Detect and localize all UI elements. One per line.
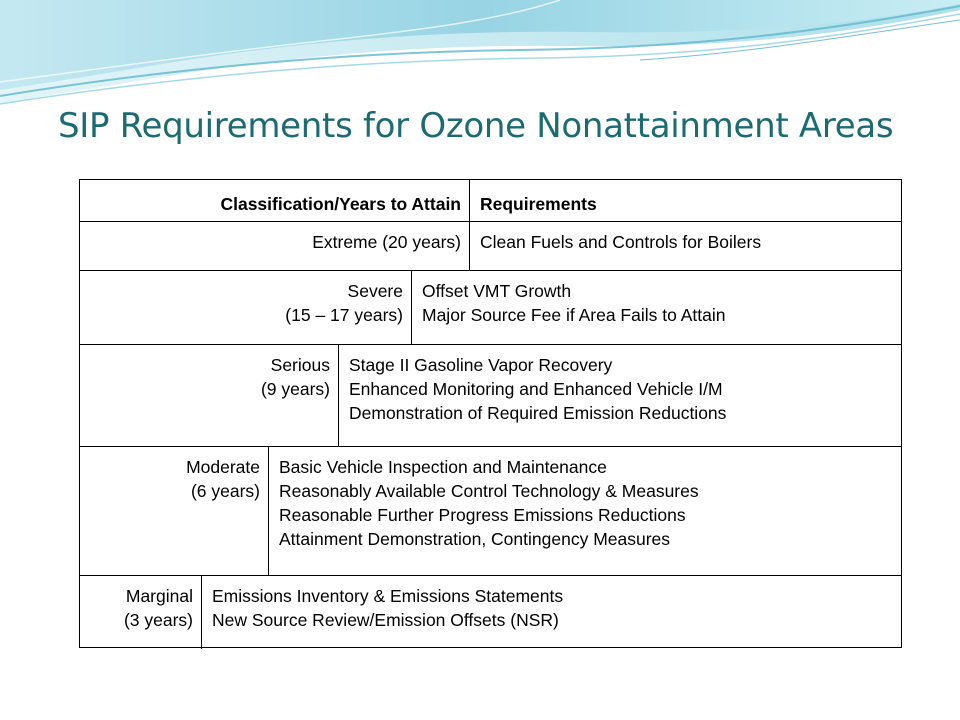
- classification-text: (15 – 17 years): [285, 305, 403, 325]
- classification-cell: [80, 271, 412, 344]
- table-row-serious: [80, 345, 901, 447]
- requirement-text: Major Source Fee if Area Fails to Attain: [422, 305, 726, 325]
- table-row-extreme: [80, 222, 901, 271]
- requirement-text: New Source Review/Emission Offsets (NSR): [212, 610, 559, 630]
- requirement-text: Demonstration of Required Emission Reductions: [349, 403, 727, 423]
- classification-text: Moderate: [186, 457, 260, 477]
- requirements-cell: [202, 576, 901, 649]
- requirement-text: Reasonable Further Progress Emissions Reductions: [279, 505, 686, 525]
- requirement-text: Reasonably Available Control Technology & Measures: [279, 481, 699, 501]
- classification-text: Severe: [347, 281, 403, 301]
- table-row-severe: [80, 271, 901, 345]
- classification-text: Marginal: [125, 586, 193, 606]
- table-header-row: [80, 180, 901, 222]
- requirements-cell: [412, 271, 901, 344]
- classification-cell: [80, 222, 470, 270]
- requirement-text: Enhanced Monitoring and Enhanced Vehicle I/M: [349, 379, 723, 399]
- requirement-text: Clean Fuels and Controls for Boilers: [480, 232, 762, 252]
- page-title: SIP Requirements for Ozone Nonattainment Areas: [58, 106, 894, 146]
- classification-text: (6 years): [190, 481, 260, 501]
- classification-text: (3 years): [123, 610, 193, 630]
- classification-text: Serious: [270, 355, 330, 375]
- requirement-text: Offset VMT Growth: [422, 281, 572, 301]
- requirement-text: Attainment Demonstration, Contingency Measures: [279, 529, 671, 549]
- classification-text: (9 years): [260, 379, 330, 399]
- classification-cell: [80, 447, 269, 575]
- classification-cell: [80, 345, 339, 446]
- header-classification: Classification/Years to Attain: [80, 180, 470, 221]
- classification-cell: [80, 576, 202, 649]
- header-requirements: Requirements: [480, 194, 597, 214]
- table-row-moderate: [80, 447, 901, 576]
- classification-text: Extreme (20 years): [312, 232, 461, 252]
- requirement-text: Emissions Inventory & Emissions Statements: [212, 586, 564, 606]
- requirement-text: Stage II Gasoline Vapor Recovery: [349, 355, 613, 375]
- requirements-cell: [339, 345, 901, 446]
- table-row-marginal: [80, 576, 901, 649]
- requirements-cell: [269, 447, 901, 575]
- requirement-text: Basic Vehicle Inspection and Maintenance: [279, 457, 607, 477]
- requirements-cell: [470, 222, 901, 270]
- requirements-table: [79, 179, 902, 648]
